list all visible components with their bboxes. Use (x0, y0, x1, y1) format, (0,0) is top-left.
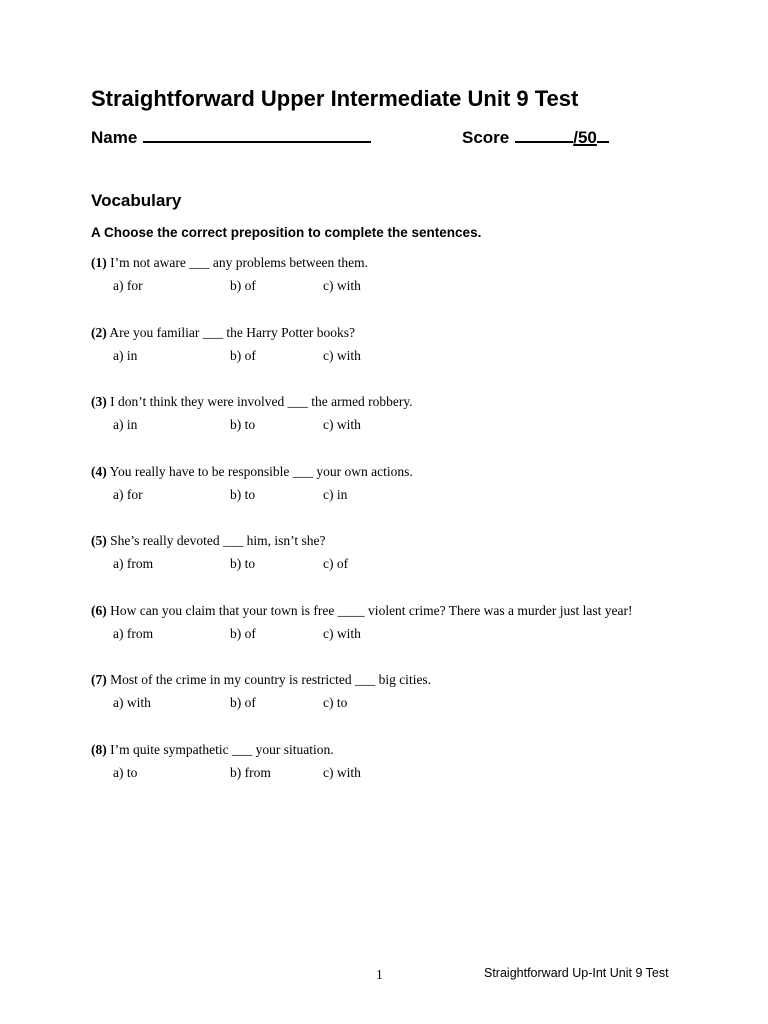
option-b: b) of (230, 695, 256, 710)
option-c: c) in (323, 486, 348, 502)
answer-options (91, 625, 731, 643)
answer-options (91, 416, 731, 434)
name-blank-line (143, 126, 371, 143)
option-c: c) with (323, 347, 361, 363)
question-text: I’m quite sympathetic ___ your situation. (110, 741, 334, 757)
option-a: a) for (113, 278, 143, 293)
option-c: c) with (323, 278, 361, 293)
question-item (91, 254, 731, 324)
question-text: I’m not aware ___ any problems between them. (110, 255, 369, 270)
score-tail-line (597, 126, 609, 143)
option-c: c) with (323, 625, 361, 641)
score-label: Score (462, 128, 510, 147)
question-item (91, 532, 731, 602)
question-number: (4) (91, 463, 107, 479)
question-number: (2) (91, 324, 107, 340)
option-a: a) from (113, 556, 154, 571)
question-text: Are you familiar ___ the Harry Potter books? (109, 324, 355, 340)
question-item (91, 741, 731, 811)
option-a: a) in (113, 347, 138, 363)
option-b: b) of (230, 625, 256, 641)
option-a: a) to (113, 764, 138, 780)
option-a: a) in (113, 417, 138, 432)
option-b: b) from (230, 764, 271, 780)
answer-options (91, 555, 731, 573)
question-item (91, 671, 731, 741)
question-item (91, 393, 731, 463)
question-item (91, 602, 731, 672)
answer-options (91, 347, 731, 365)
question-number: (8) (91, 741, 107, 757)
option-c: c) to (323, 695, 348, 710)
answer-options (91, 277, 731, 295)
answer-options (91, 694, 731, 712)
question-number: (5) (91, 533, 107, 548)
answer-options (91, 486, 731, 504)
score-blank-line (515, 126, 573, 143)
question-number: (6) (91, 602, 107, 618)
question-text: How can you claim that your town is free ____ violent crime? There was a murder just last year! (110, 602, 633, 618)
answer-options (91, 764, 731, 782)
option-b: b) to (230, 417, 256, 432)
question-text: You really have to be responsible ___ your own actions. (109, 463, 413, 479)
name-field (91, 126, 371, 150)
question-number: (3) (91, 394, 107, 409)
question-number: (7) (91, 672, 107, 687)
question-text: She’s really devoted ___ him, isn’t she? (110, 533, 326, 548)
option-b: b) of (230, 347, 256, 363)
question-list (91, 254, 731, 810)
option-c: c) with (323, 764, 361, 780)
option-a: a) for (113, 486, 143, 502)
name-label: Name (91, 128, 138, 147)
question-item (91, 463, 731, 533)
section-title: Vocabulary (91, 191, 182, 210)
section-instructions: A Choose the correct preposition to complete the sentences. (91, 225, 482, 240)
page-number: 1 (376, 967, 383, 982)
option-b: b) to (230, 486, 256, 502)
question-item (91, 324, 731, 394)
question-text: I don’t think they were involved ___ the armed robbery. (110, 394, 413, 409)
option-b: b) of (230, 278, 256, 293)
score-field (462, 126, 609, 150)
option-a: a) from (113, 625, 154, 641)
question-text: Most of the crime in my country is restricted ___ big cities. (110, 672, 432, 687)
footer-title: Straightforward Up-Int Unit 9 Test (484, 966, 669, 980)
option-a: a) with (113, 695, 151, 710)
question-number: (1) (91, 255, 107, 270)
option-c: c) with (323, 417, 361, 432)
score-total: /50 (573, 128, 597, 147)
option-c: c) of (323, 556, 349, 571)
option-b: b) to (230, 556, 256, 571)
page-title: Straightforward Upper Intermediate Unit 9 Test (91, 86, 579, 111)
